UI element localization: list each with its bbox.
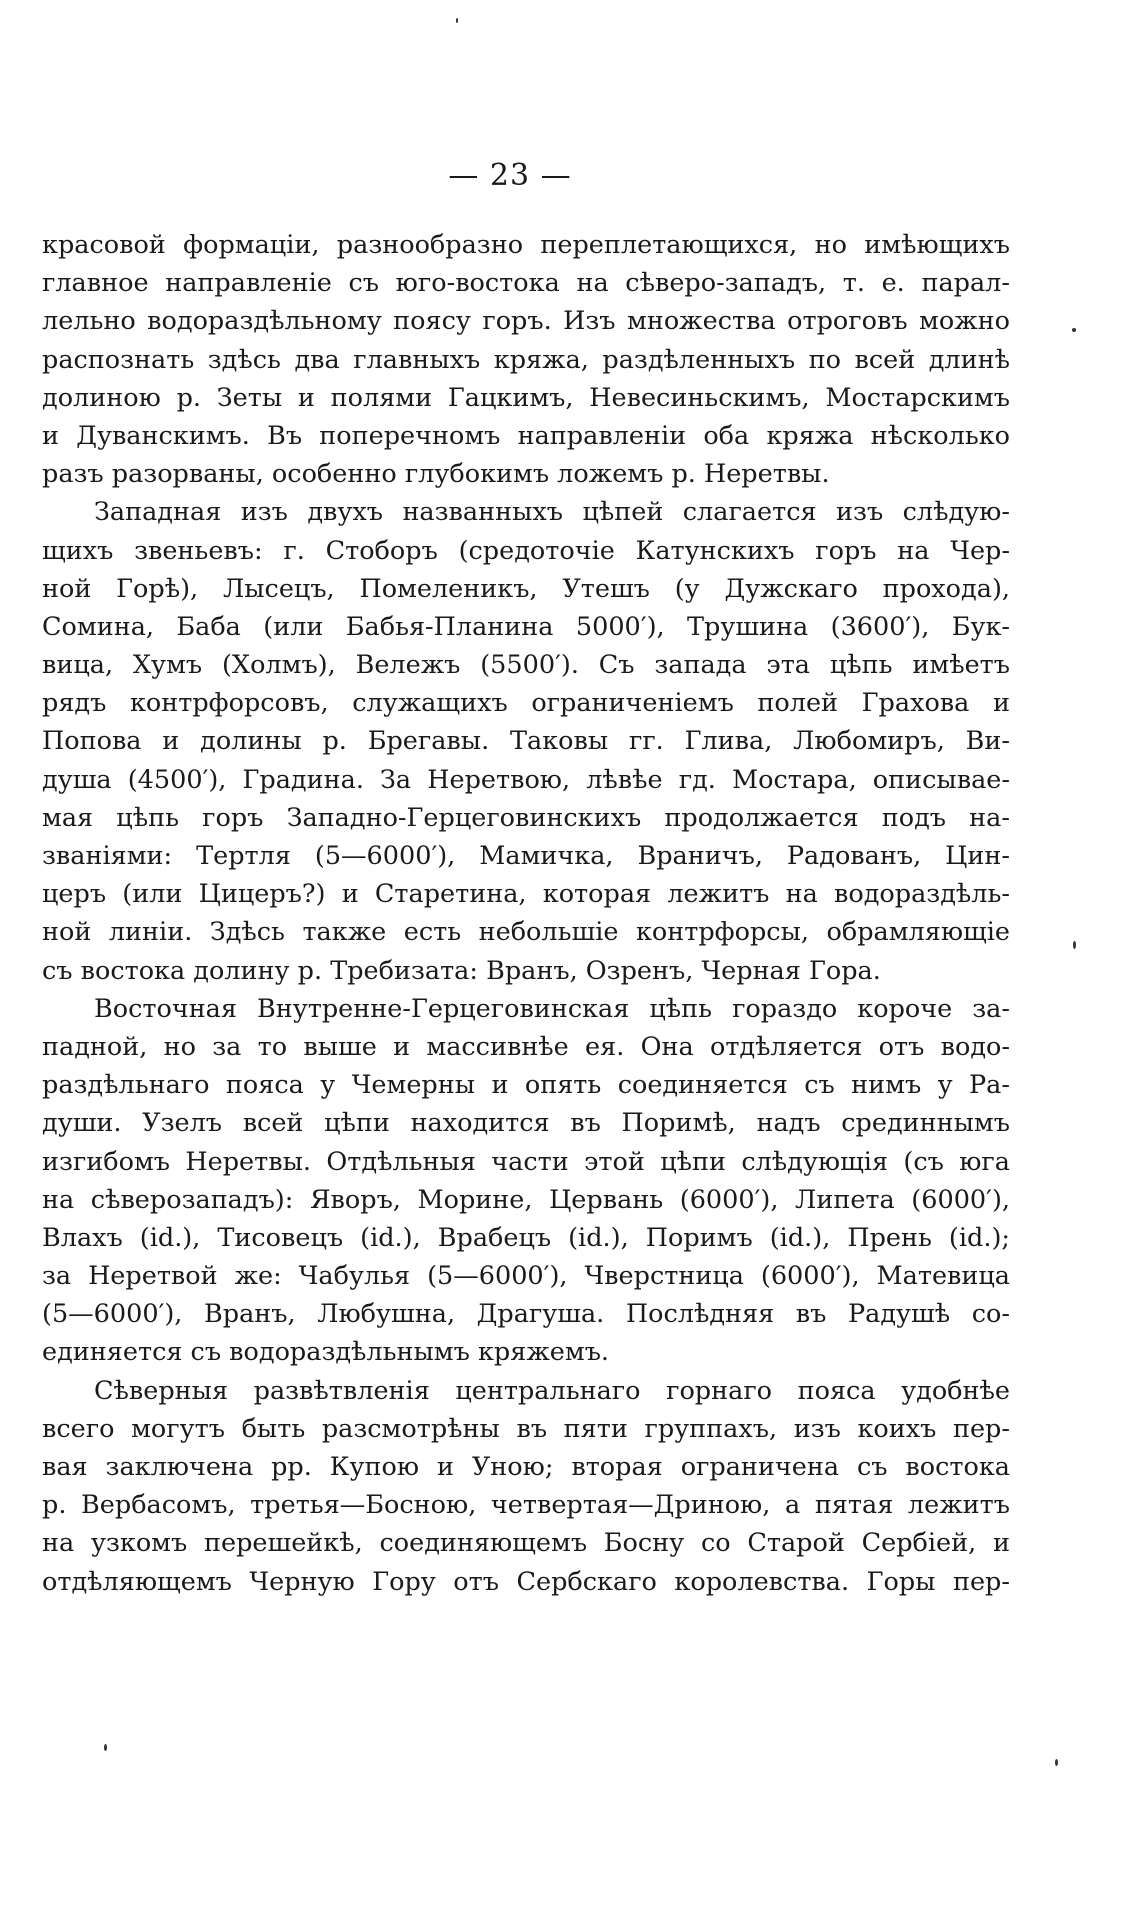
text-line: главное направленіе съ юго-востока на сѣверо-западъ, т. е. парал- bbox=[42, 268, 1010, 299]
text-line: Попова и долины р. Брегавы. Таковы гг. Глива, Любомиръ, Ви- bbox=[42, 726, 1010, 757]
paragraph-2 bbox=[42, 493, 1010, 989]
scan-speck bbox=[104, 1744, 107, 1751]
text-line: распознать здѣсь два главныхъ кряжа, раздѣленныхъ по всей длинѣ bbox=[42, 344, 1010, 375]
text-line: съ востока долину р. Требизата: Вранъ, Озренъ, Черная Гора. bbox=[42, 955, 881, 986]
scan-speck bbox=[1073, 941, 1076, 949]
text-line: души. Узелъ всей цѣпи находится въ Поримѣ, надъ срединнымъ bbox=[42, 1108, 1010, 1139]
text-line: ной линіи. Здѣсь также есть небольшіе контрфорсы, обрамляющіе bbox=[42, 917, 1010, 948]
text-line: Западная изъ двухъ названныхъ цѣпей слагается изъ слѣдую- bbox=[94, 497, 1010, 528]
text-line: долиною р. Зеты и полями Гацкимъ, Невесиньскимъ, Мостарскимъ bbox=[42, 382, 1010, 413]
text-line: званіями: Тертля (5—6000′), Мамичка, Враничъ, Радованъ, Цин- bbox=[42, 841, 1010, 871]
text-line: (5—6000′), Вранъ, Любушна, Драгуша. Послѣдняя въ Радушѣ со- bbox=[42, 1299, 1010, 1330]
paragraph-1 bbox=[42, 226, 1010, 493]
text-line: за Неретвой же: Чабулья (5—6000′), Чверстница (6000′), Матевица bbox=[42, 1261, 1010, 1292]
paragraph-4 bbox=[42, 1372, 1010, 1601]
text-line: щихъ звеньевъ: г. Стоборъ (средоточіе Катунскихъ горъ на Чер- bbox=[42, 535, 1010, 566]
text-line: Сѣверныя развѣтвленія центральнаго горнаго пояса удобнѣе bbox=[94, 1375, 1010, 1406]
text-line: разъ разорваны, особенно глубокимъ ложемъ р. Неретвы. bbox=[42, 459, 830, 490]
scan-speck bbox=[456, 18, 458, 23]
text-line: на узкомъ перешейкѣ, соединяющемъ Босну со Старой Сербіей, и bbox=[42, 1528, 1010, 1559]
scan-speck bbox=[1072, 328, 1076, 332]
text-line: на сѣверозападъ): Яворъ, Морине, Цервань (6000′), Липета (6000′), bbox=[42, 1184, 1010, 1215]
text-line: Восточная Внутренне-Герцеговинская цѣпь гораздо короче за- bbox=[94, 993, 1010, 1024]
text-line: всего могутъ быть разсмотрѣны въ пяти группахъ, изъ коихъ пер- bbox=[42, 1413, 1010, 1444]
text-line: падной, но за то выше и массивнѣе ея. Она отдѣляется отъ водо- bbox=[42, 1031, 1010, 1062]
text-line: вица, Хумъ (Холмъ), Вележъ (5500′). Съ запада эта цѣпь имѣетъ bbox=[42, 650, 1010, 681]
body-text bbox=[42, 226, 1010, 1601]
paragraph-3 bbox=[42, 990, 1010, 1372]
text-line: рядъ контрфорсовъ, служащихъ ограниченіемъ полей Грахова и bbox=[42, 688, 1010, 719]
text-line: Сомина, Баба (или Бабья-Планина 5000′), Трушина (3600′), Бук- bbox=[42, 611, 1010, 642]
text-line: душа (4500′), Градина. За Неретвою, лѣвѣе гд. Мостара, описывае- bbox=[42, 764, 1010, 795]
text-line: вая заключена рр. Купою и Уною; вторая ограничена съ востока bbox=[42, 1452, 1010, 1482]
text-line: изгибомъ Неретвы. Отдѣльныя части этой цѣпи слѣдующія (съ юга bbox=[42, 1146, 1010, 1177]
text-line: красовой формаціи, разнообразно переплетающихся, но имѣющихъ bbox=[42, 230, 1010, 260]
page-number: — 23 — bbox=[448, 158, 572, 193]
text-line: церъ (или Цицеръ?) и Старетина, которая лежитъ на водораздѣль- bbox=[42, 879, 1010, 910]
text-line: и Дуванскимъ. Въ поперечномъ направленіи оба кряжа нѣсколько bbox=[42, 420, 1010, 451]
text-line: раздѣльнаго пояса у Чемерны и опять соединяется съ нимъ у Ра- bbox=[42, 1070, 1010, 1101]
text-line: ной Горѣ), Лысецъ, Помеленикъ, Утешъ (у Дужскаго прохода), bbox=[42, 573, 1010, 604]
scan-speck bbox=[1055, 1759, 1058, 1766]
text-line: отдѣляющемъ Черную Гору отъ Сербскаго королевства. Горы пер- bbox=[42, 1566, 1010, 1597]
text-line: лельно водораздѣльному поясу горъ. Изъ множества отроговъ можно bbox=[42, 306, 1010, 337]
text-line: мая цѣпь горъ Западно-Герцеговинскихъ продолжается подъ на- bbox=[42, 802, 1010, 833]
text-line: Влахъ (id.), Тисовецъ (id.), Врабецъ (id.), Поримъ (id.), Прень (id.); bbox=[42, 1222, 1010, 1253]
text-line: единяется съ водораздѣльнымъ кряжемъ. bbox=[42, 1337, 610, 1368]
text-line: р. Вербасомъ, третья—Босною, четвертая—Дриною, а пятая лежитъ bbox=[42, 1490, 1010, 1521]
